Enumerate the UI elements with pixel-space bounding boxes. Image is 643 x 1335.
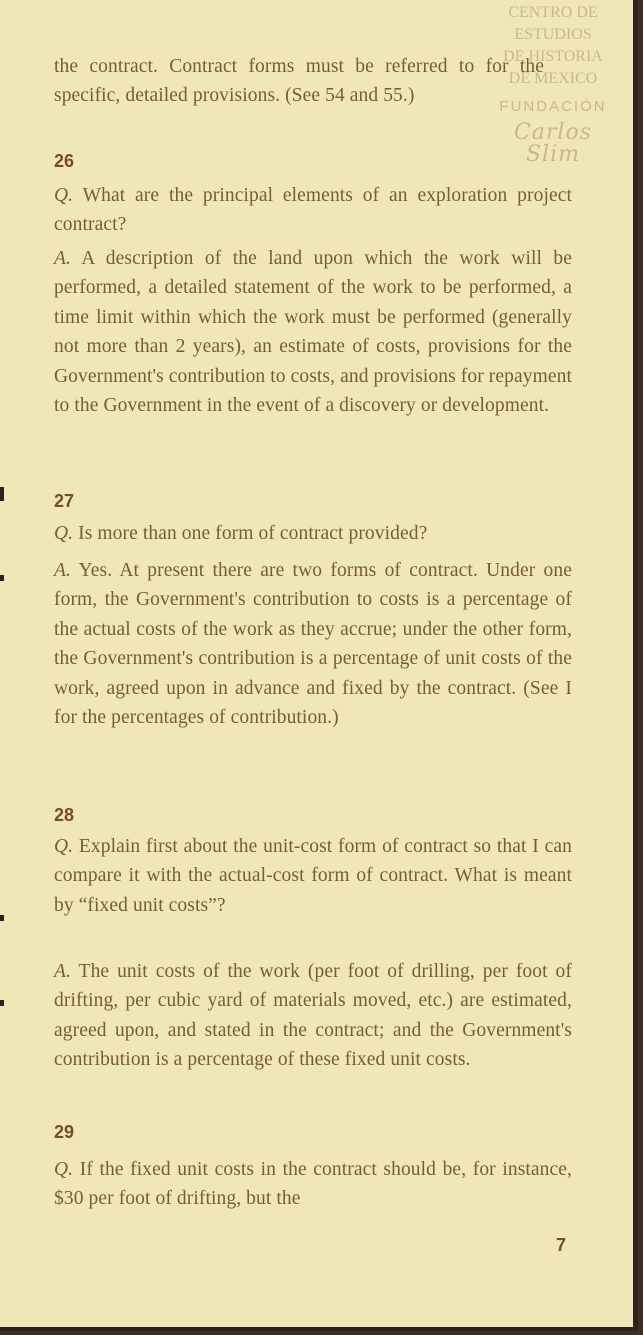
watermark-line: DE HISTORIA bbox=[503, 48, 603, 65]
watermark-line: ESTUDIOS bbox=[514, 26, 592, 43]
answer-label: A. bbox=[54, 961, 71, 982]
question-text: Explain first about the unit-cost form of contract so that I can compare it with the actual-cost form of contract. What is meant by “fixed unit costs”? bbox=[54, 836, 572, 916]
question-text: If the fixed unit costs in the contract should be, for instance, $30 per foot of drifting, but the bbox=[54, 1159, 572, 1210]
answer-text: A description of the land upon which the work will be performed, a detailed statement of the work to be performed, a time limit within which the work must be performed (generally not more than 2 years), an estimate of costs, provisions for the Government's contribution to costs, and provisions for repayment to the Government in the event of a discovery or development. bbox=[54, 248, 572, 417]
question-text: What are the principal elements of an exploration project contract? bbox=[54, 185, 572, 236]
edge-mark bbox=[0, 575, 4, 581]
watermark-signature: Carlos Slim bbox=[513, 120, 593, 167]
question-label: Q. bbox=[54, 1159, 74, 1180]
answer-label: A. bbox=[54, 248, 71, 269]
question-label: Q. bbox=[54, 836, 74, 857]
question-paragraph bbox=[54, 1155, 572, 1214]
edge-mark bbox=[0, 487, 4, 501]
page-number: 7 bbox=[556, 1235, 567, 1255]
question-paragraph bbox=[54, 519, 572, 548]
answer-text: Yes. At present there are two forms of contract. Under one form, the Government's contribution to costs is a percentage of the actual costs of the work as they accrue; under the other form, the Government's contribution is a percentage of unit costs of the work, agreed upon in advance and fixed by the contract. (See I for the percentages of contribution.) bbox=[54, 560, 572, 729]
question-paragraph bbox=[54, 181, 572, 240]
answer-text: The unit costs of the work (per foot of drilling, per foot of drifting, per cubic yard of materials moved, etc.) are estimated, agreed upon, and stated in the contract; and the Government's contribution is a percentage of these fixed unit costs. bbox=[54, 961, 572, 1071]
answer-paragraph bbox=[54, 957, 572, 1075]
edge-mark bbox=[0, 1000, 4, 1006]
watermark-line: CENTRO DE bbox=[508, 4, 598, 21]
question-number: 26 bbox=[54, 151, 75, 171]
answer-label: A. bbox=[54, 560, 71, 581]
question-label: Q. bbox=[54, 523, 74, 544]
watermark-line: DE MEXICO bbox=[508, 70, 598, 87]
answer-paragraph bbox=[54, 556, 572, 732]
watermark-fundacion: FUNDACIÓN bbox=[499, 98, 607, 115]
question-number: 28 bbox=[54, 805, 75, 825]
intro-paragraph: the contract. Contract forms must be referred to for the specific, detailed provisions. (See 54 and 55.) bbox=[54, 56, 544, 107]
answer-paragraph bbox=[54, 244, 572, 420]
question-paragraph bbox=[54, 832, 572, 920]
question-number: 29 bbox=[54, 1122, 75, 1142]
question-number: 27 bbox=[54, 491, 75, 511]
edge-mark bbox=[0, 915, 4, 921]
question-label: Q. bbox=[54, 185, 74, 206]
question-text: Is more than one form of contract provided? bbox=[73, 523, 428, 544]
